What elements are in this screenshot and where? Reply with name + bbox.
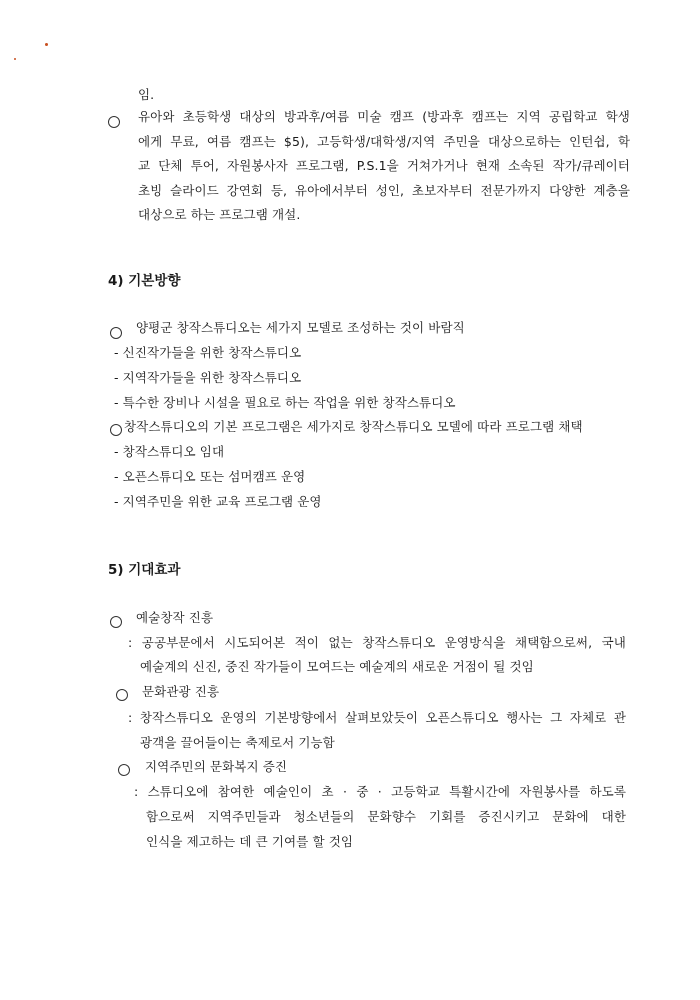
bullet-circle-icon [118, 764, 130, 776]
section-4-title: 4) 기본방향 [108, 273, 181, 289]
intro-line-1: 유아와 초등학생 대상의 방과후/여름 미술 캠프 (방과후 캠프는 지역 공립학교 학생 [138, 109, 630, 124]
scan-speck-mark [14, 58, 16, 60]
section-5-item-desc: : 창작스튜디오 운영의 기본방향에서 살펴보았듯이 오픈스튜디오 행사는 그 자체로 관 [128, 710, 626, 725]
intro-line-4: 초빙 슬라이드 강연회 등, 유아에서부터 성인, 초보자부터 전문가까지 다양한 계층을 [138, 183, 630, 198]
bullet-circle-icon [108, 116, 120, 128]
section-4-bullet-1: 양평군 창작스튜디오는 세가지 모델로 조성하는 것이 바람직 [136, 320, 465, 335]
section-5-item-label: 예술창작 진흥 [136, 610, 214, 625]
section-4-dash-item: - 오픈스튜디오 또는 섬머캠프 운영 [114, 469, 306, 484]
section-5-item-desc: 함으로써 지역주민들과 청소년들의 문화향수 기회를 증진시키고 문화에 대한 [146, 809, 626, 824]
section-4-bullet-2: 창작스튜디오의 기본 프로그램은 세가지로 창작스튜디오 모델에 따라 프로그램 채택 [124, 419, 583, 434]
intro-line-2: 에게 무료, 여름 캠프는 $5), 고등학생/대학생/지역 주민을 대상으로하는 인턴쉽, 학 [138, 134, 630, 149]
section-5-item-desc: 예술계의 신진, 중진 작가들이 모여드는 예술계의 새로운 거점이 될 것임 [140, 659, 534, 674]
section-4-dash-item: - 지역작가들을 위한 창작스튜디오 [114, 370, 302, 385]
section-5-item-label: 지역주민의 문화복지 증진 [145, 759, 288, 774]
section-4-dash-item: - 창작스튜디오 임대 [114, 444, 225, 459]
intro-line-5: 대상으로 하는 프로그램 개설. [138, 207, 301, 222]
section-5-item-desc: 광객을 끌어들이는 축제로서 기능함 [140, 735, 335, 750]
section-4-dash-item: - 지역주민을 위한 교육 프로그램 운영 [114, 494, 322, 509]
section-5-title: 5) 기대효과 [108, 562, 181, 578]
bullet-circle-icon [110, 616, 122, 628]
bullet-circle-icon [110, 424, 122, 436]
scan-speck-mark [45, 43, 48, 46]
intro-line-3: 교 단체 투어, 자원봉사자 프로그램, P.S.1을 거쳐가거나 현재 소속된 작가/큐레이터 [138, 158, 630, 173]
intro-continuation: 임. [138, 87, 155, 102]
section-5-item-desc: 인식을 제고하는 데 큰 기여를 할 것임 [146, 834, 354, 849]
bullet-circle-icon [110, 327, 122, 339]
section-4-dash-item: - 특수한 장비나 시설을 필요로 하는 작업을 위한 창작스튜디오 [114, 395, 456, 410]
section-5-item-desc: : 공공부문에서 시도되어본 적이 없는 창작스튜디오 운영방식을 채택함으로써, 국내 [128, 635, 626, 650]
section-4-dash-item: - 신진작가들을 위한 창작스튜디오 [114, 345, 302, 360]
bullet-circle-icon [116, 689, 128, 701]
section-5-item-label: 문화관광 진흥 [142, 684, 220, 699]
section-5-item-desc: : 스튜디오에 참여한 예술인이 초 · 중 · 고등학교 특활시간에 자원봉사를 하도록 [134, 784, 626, 799]
